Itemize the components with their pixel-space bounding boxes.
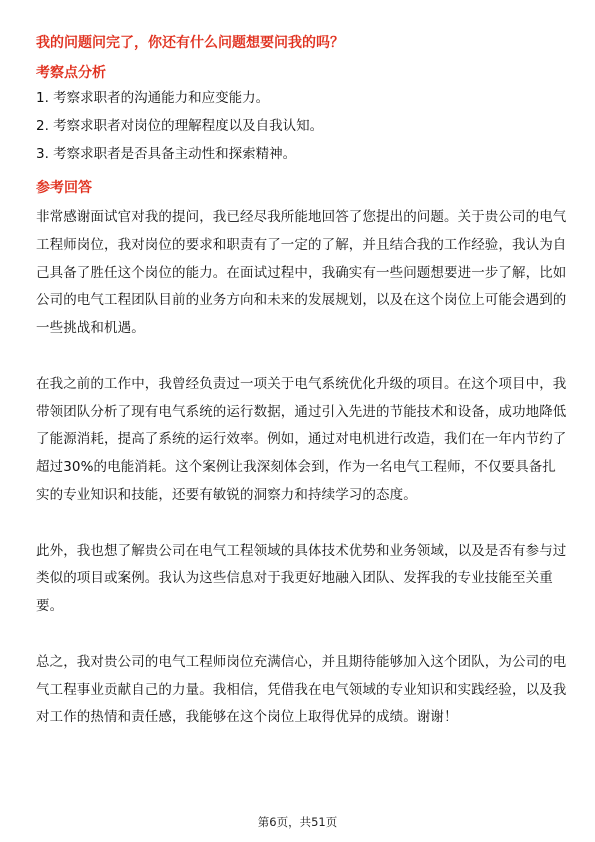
page-number: 第6页，共51页: [257, 815, 338, 829]
answer-paragraph: 在我之前的工作中，我曾经负责过一项关于电气系统优化升级的项目。在这个项目中，我带领团队分析了现有电气系统的运行数据，通过引入先进的节能技术和设备，成功地降低了能源消耗，提高了系统的运行效率。例如，通过对电机进行改造，我们在一年内节约了超过30%的电能消耗。这个案例让我深刻体会到，作为一名电气工程师，不仅要具备扎实的专业知识和技能，还要有敏锐的洞察力和持续学习的态度。: [36, 375, 567, 503]
analysis-point: 1. 考察求职者的沟通能力和应变能力。: [36, 90, 270, 106]
answer-paragraph: 总之，我对贵公司的电气工程师岗位充满信心，并且期待能够加入这个团队，为公司的电气工程事业贡献自己的力量。我相信，凭借我在电气领域的专业知识和实践经验，以及我对工作的热情和责任感，我能够在这个岗位上取得优异的成绩。谢谢！: [36, 653, 567, 726]
reference-answer: [36, 204, 567, 760]
reference-title: 参考回答: [36, 180, 92, 196]
question-heading: 我的问题问完了，你还有什么问题想要问我的吗？: [36, 35, 344, 51]
analysis-points: [36, 88, 566, 172]
analysis-title: 考察点分析: [36, 65, 106, 81]
analysis-point: 3. 考察求职者是否具备主动性和探索精神。: [36, 146, 297, 162]
answer-paragraph: 非常感谢面试官对我的提问，我已经尽我所能地回答了您提出的问题。关于贵公司的电气工程师岗位，我对岗位的要求和职责有了一定的了解，并且结合我的工作经验，我认为自己具备了胜任这个岗位的能力。在面试过程中，我确实有一些问题想要进一步了解，比如公司的电气工程团队目前的业务方向和未来的发展规划，以及在这个岗位上可能会遇到的一些挑战和机遇。: [36, 209, 567, 337]
answer-paragraph: 此外，我也想了解贵公司在电气工程领域的具体技术优势和业务领域，以及是否有参与过类似的项目或案例。我认为这些信息对于我更好地融入团队、发挥我的专业技能至关重要。: [36, 542, 567, 615]
analysis-point: 2. 考察求职者对岗位的理解程度以及自我认知。: [36, 118, 324, 134]
